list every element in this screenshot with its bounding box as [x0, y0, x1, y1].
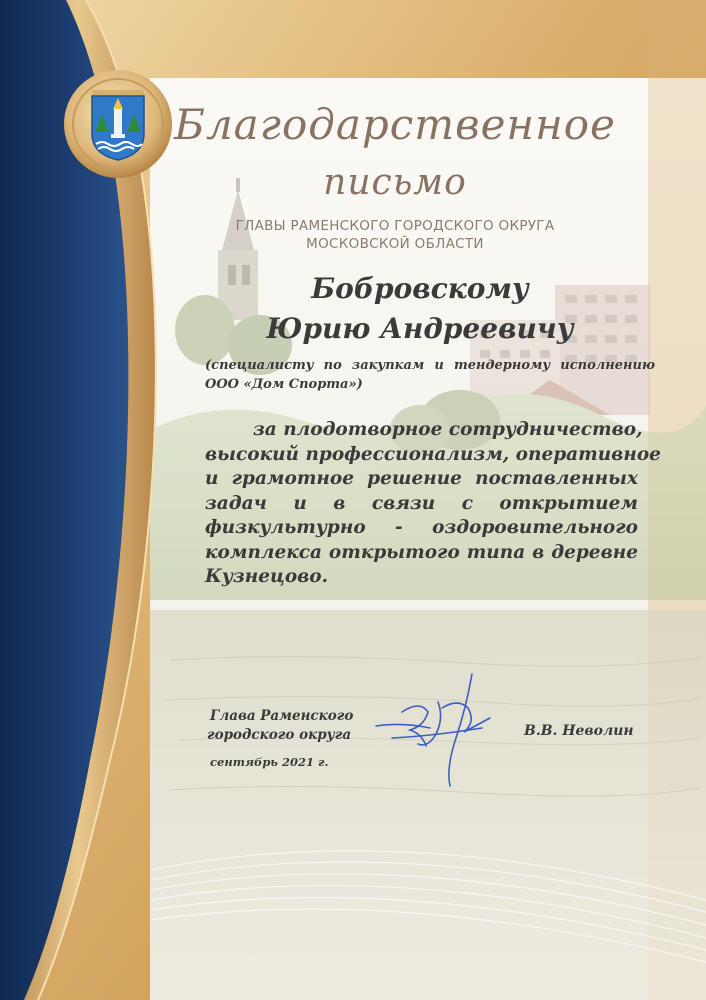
signatory-title-line-2: городского округа: [207, 727, 352, 743]
issuer-line-1: ГЛАВЫ РАМЕНСКОГО ГОРОДСКОГО ОКРУГА: [235, 218, 555, 234]
document-subtitle: письмо: [323, 162, 467, 203]
gratitude-line: высокий профессионализм, оперативное: [205, 443, 661, 465]
signatory-name: В.В. Неволин: [524, 723, 634, 739]
recipient-position-line-2: ООО «Дом Спорта»): [205, 377, 363, 392]
gratitude-line: задач и в связи с открытием: [205, 492, 638, 514]
document-title: Благодарственное: [174, 100, 616, 149]
recipient-surname: Бобровскому: [311, 272, 529, 305]
gratitude-line: физкультурно - оздоровительного: [205, 517, 638, 538]
gratitude-line: Кузнецово.: [205, 566, 329, 587]
handwritten-signature: [372, 668, 502, 790]
issuer-line-2: МОСКОВСКОЙ ОБЛАСТИ: [306, 236, 484, 252]
recipient-given-names: Юрию Андреевичу: [266, 312, 574, 345]
gratitude-line: за плодотворное сотрудничество,: [253, 419, 643, 440]
signatory-title-line-1: Глава Раменского: [210, 708, 354, 724]
gratitude-line: и грамотное решение поставленных: [205, 468, 638, 489]
issue-date: сентябрь 2021 г.: [210, 755, 329, 769]
coat-of-arms-emblem: [62, 68, 174, 180]
gratitude-line: комплекса открытого типа в деревне: [205, 541, 638, 563]
recipient-position-line-1: (специалисту по закупкам и тендерному исполнению: [205, 358, 655, 373]
gratitude-text: [205, 418, 661, 590]
